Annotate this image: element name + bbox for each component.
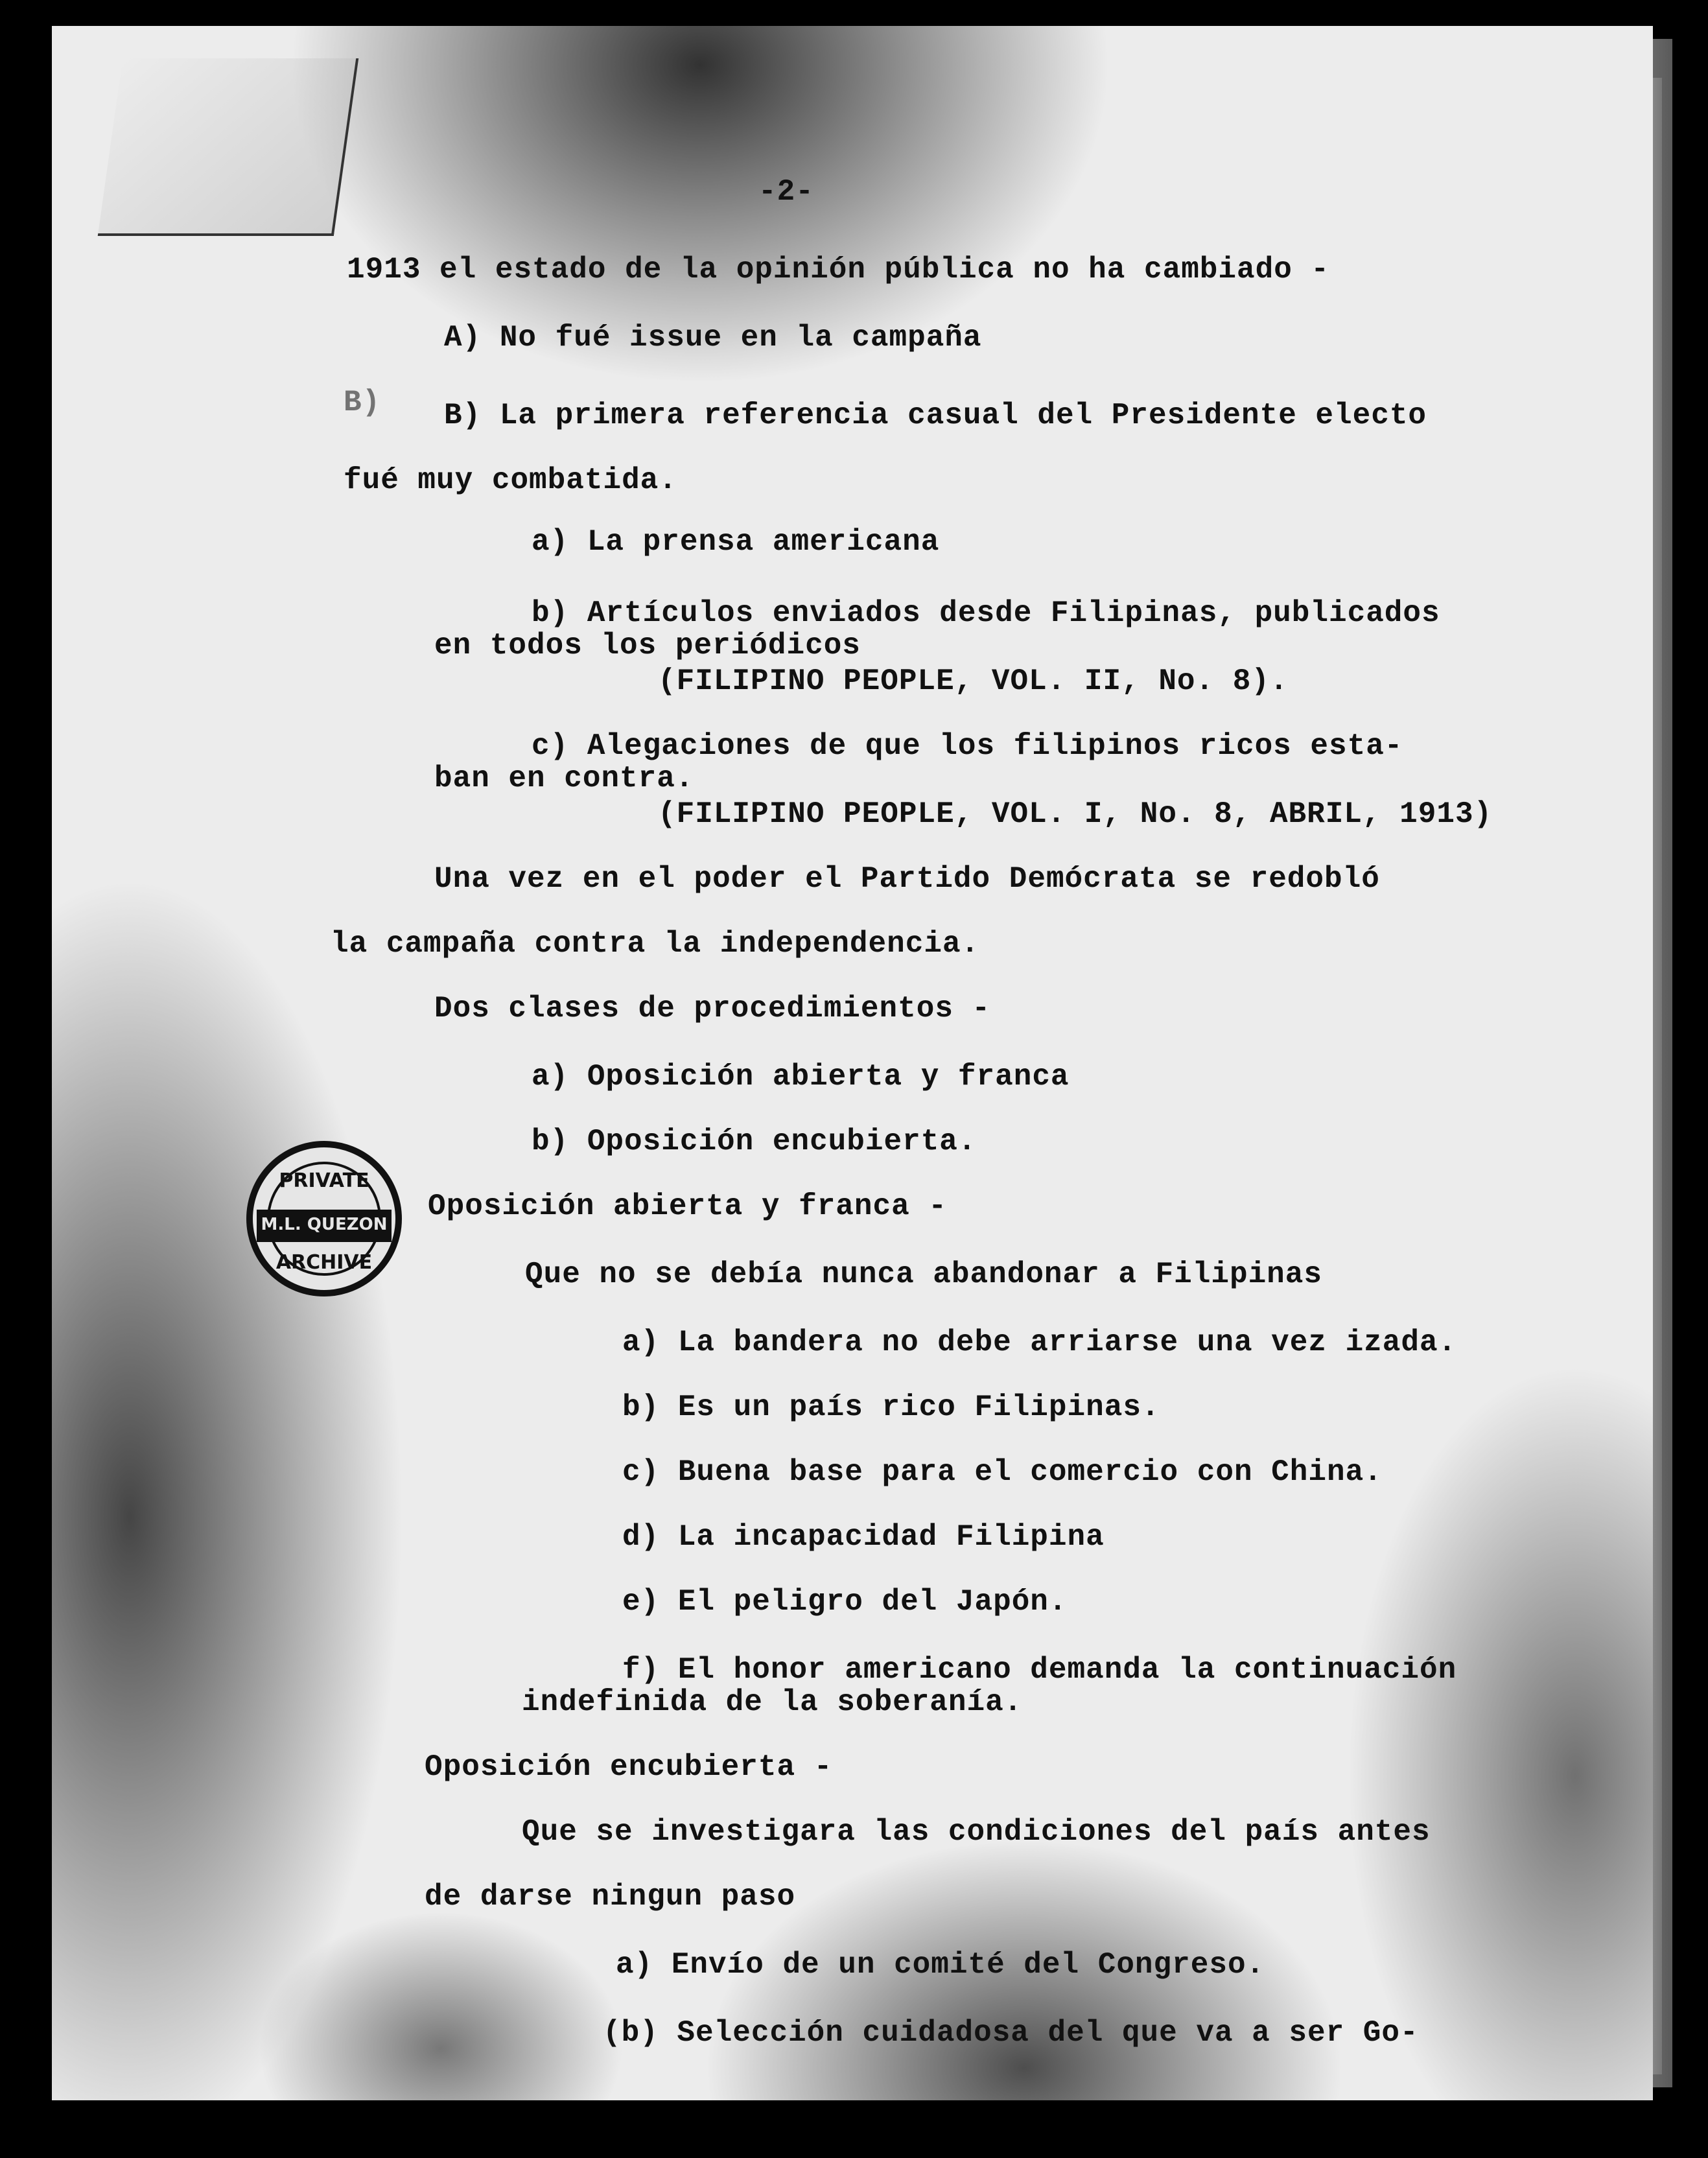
text-line: c) Alegaciones de que los filipinos ricos esta- — [532, 729, 1403, 763]
list-item: a) La bandera no debe arriarse una vez izada. — [622, 1326, 1457, 1359]
section-heading: Dos clases de procedimientos - — [434, 992, 991, 1026]
text-line: indefinida de la soberanía. — [522, 1685, 1023, 1719]
text-line: a) Oposición abierta y franca — [532, 1060, 1070, 1094]
text-line: B) La primera referencia casual del Presidente electo — [444, 399, 1427, 432]
text-line: fué muy combatida. — [344, 463, 677, 497]
stamp-bottom-text: ARCHIVE — [275, 1251, 373, 1274]
text-line: la campaña contra la independencia. — [331, 927, 980, 961]
section-heading: Oposición abierta y franca - — [428, 1190, 947, 1223]
text-line: b) Artículos enviados desde Filipinas, publicados — [532, 596, 1440, 630]
stamp-top-text: PRIVATE — [279, 1169, 369, 1192]
page-number: -2- — [758, 175, 814, 209]
text-line: b) Oposición encubierta. — [532, 1125, 977, 1158]
text-line: Que no se debía nunca abandonar a Filipinas — [525, 1258, 1322, 1291]
text-line: A) No fué issue en la campaña — [444, 321, 982, 355]
list-item: f) El honor americano demanda la continuación — [622, 1653, 1457, 1687]
list-item: c) Buena base para el comercio con China. — [622, 1455, 1383, 1489]
list-item: a) Envío de un comité del Congreso. — [616, 1948, 1265, 1982]
list-item: d) La incapacidad Filipina — [622, 1520, 1105, 1554]
text-line: Una vez en el poder el Partido Demócrata se redobló — [434, 862, 1380, 896]
list-item: e) El peligro del Japón. — [622, 1585, 1068, 1619]
list-item: (b) Selección cuidadosa del que va a ser Go- — [603, 2016, 1419, 2050]
archive-stamp — [246, 1141, 402, 1296]
citation: (FILIPINO PEOPLE, VOL. I, No. 8, ABRIL, 1913) — [658, 797, 1493, 831]
text-line: Que se investigara las condiciones del país antes — [522, 1815, 1431, 1849]
text-line: en todos los periódicos — [434, 629, 861, 663]
text-line: a) La prensa americana — [532, 525, 940, 559]
margin-note: B) — [344, 386, 381, 419]
text-line: 1913 el estado de la opinión pública no ha cambiado - — [347, 253, 1330, 287]
stamp-band — [257, 1210, 392, 1242]
stamp-middle-text: M.L. QUEZON — [261, 1215, 388, 1234]
text-line: ban en contra. — [434, 762, 694, 795]
list-item: b) Es un país rico Filipinas. — [622, 1390, 1160, 1424]
section-heading: Oposición encubierta - — [425, 1750, 833, 1784]
text-line: de darse ningun paso — [425, 1880, 796, 1914]
document-page — [52, 26, 1653, 2100]
folded-corner — [98, 58, 359, 236]
citation: (FILIPINO PEOPLE, VOL. II, No. 8). — [658, 664, 1289, 698]
